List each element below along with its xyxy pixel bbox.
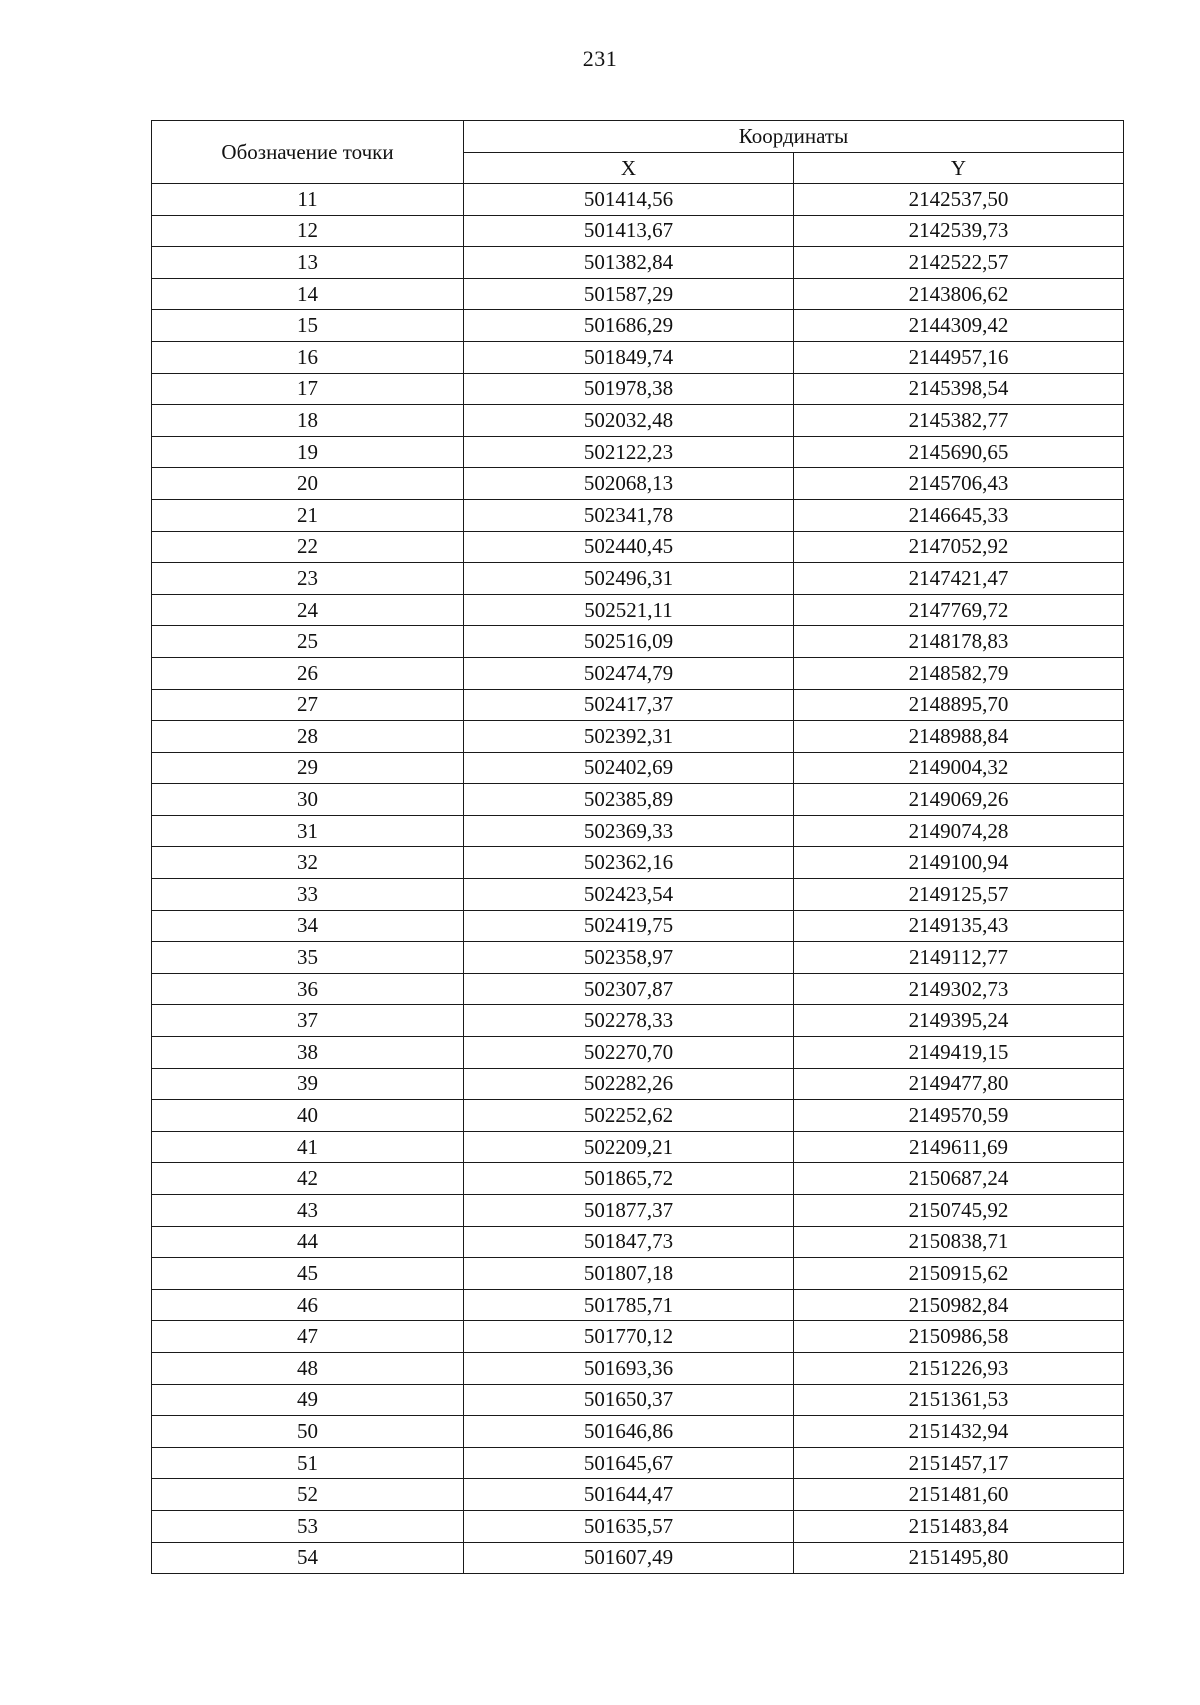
x-coordinate-cell: 501807,18 — [464, 1258, 794, 1290]
point-cell: 43 — [152, 1195, 464, 1227]
y-coordinate-cell: 2151495,80 — [794, 1542, 1124, 1574]
point-cell: 15 — [152, 310, 464, 342]
y-coordinate-cell: 2150986,58 — [794, 1321, 1124, 1353]
x-coordinate-cell: 501646,86 — [464, 1416, 794, 1448]
y-coordinate-cell: 2150982,84 — [794, 1289, 1124, 1321]
table-row — [152, 247, 1124, 279]
y-coordinate-cell: 2148582,79 — [794, 657, 1124, 689]
x-coordinate-cell: 501635,57 — [464, 1510, 794, 1542]
y-coordinate-cell: 2145398,54 — [794, 373, 1124, 405]
y-coordinate-cell: 2147769,72 — [794, 594, 1124, 626]
x-coordinate-cell: 502516,09 — [464, 626, 794, 658]
x-coordinate-cell: 501849,74 — [464, 341, 794, 373]
y-coordinate-cell: 2146645,33 — [794, 499, 1124, 531]
y-coordinate-cell: 2151481,60 — [794, 1479, 1124, 1511]
point-cell: 33 — [152, 879, 464, 911]
table-row — [152, 1163, 1124, 1195]
table-row — [152, 784, 1124, 816]
point-cell: 40 — [152, 1100, 464, 1132]
table-row — [152, 531, 1124, 563]
x-coordinate-cell: 502369,33 — [464, 815, 794, 847]
point-cell: 39 — [152, 1068, 464, 1100]
y-coordinate-cell: 2142539,73 — [794, 215, 1124, 247]
point-cell: 47 — [152, 1321, 464, 1353]
y-coordinate-cell: 2149570,59 — [794, 1100, 1124, 1132]
table-row — [152, 1258, 1124, 1290]
point-cell: 31 — [152, 815, 464, 847]
point-cell: 20 — [152, 468, 464, 500]
table-row — [152, 499, 1124, 531]
x-coordinate-cell: 502423,54 — [464, 879, 794, 911]
point-cell: 44 — [152, 1226, 464, 1258]
x-coordinate-cell: 501847,73 — [464, 1226, 794, 1258]
point-cell: 22 — [152, 531, 464, 563]
y-coordinate-cell: 2149302,73 — [794, 973, 1124, 1005]
point-cell: 46 — [152, 1289, 464, 1321]
table-row — [152, 1416, 1124, 1448]
point-cell: 34 — [152, 910, 464, 942]
y-coordinate-cell: 2145706,43 — [794, 468, 1124, 500]
point-cell: 19 — [152, 436, 464, 468]
table-row — [152, 310, 1124, 342]
y-coordinate-cell: 2149395,24 — [794, 1005, 1124, 1037]
table-row — [152, 815, 1124, 847]
table-row — [152, 1005, 1124, 1037]
y-coordinate-cell: 2143806,62 — [794, 278, 1124, 310]
point-cell: 24 — [152, 594, 464, 626]
table-row — [152, 1100, 1124, 1132]
x-coordinate-cell: 502358,97 — [464, 942, 794, 974]
header-y: Y — [794, 153, 1124, 184]
table-row — [152, 405, 1124, 437]
table-row — [152, 184, 1124, 216]
table-row — [152, 847, 1124, 879]
x-coordinate-cell: 501693,36 — [464, 1352, 794, 1384]
x-coordinate-cell: 501413,67 — [464, 215, 794, 247]
y-coordinate-cell: 2149112,77 — [794, 942, 1124, 974]
y-coordinate-cell: 2149477,80 — [794, 1068, 1124, 1100]
table-row — [152, 1195, 1124, 1227]
table-row — [152, 942, 1124, 974]
x-coordinate-cell: 502417,37 — [464, 689, 794, 721]
table-row — [152, 1447, 1124, 1479]
y-coordinate-cell: 2148895,70 — [794, 689, 1124, 721]
point-cell: 37 — [152, 1005, 464, 1037]
x-coordinate-cell: 502419,75 — [464, 910, 794, 942]
x-coordinate-cell: 501865,72 — [464, 1163, 794, 1195]
y-coordinate-cell: 2142522,57 — [794, 247, 1124, 279]
x-coordinate-cell: 501686,29 — [464, 310, 794, 342]
table-row — [152, 1131, 1124, 1163]
table-row — [152, 278, 1124, 310]
point-cell: 17 — [152, 373, 464, 405]
table-row — [152, 879, 1124, 911]
x-coordinate-cell: 501587,29 — [464, 278, 794, 310]
table-row — [152, 468, 1124, 500]
y-coordinate-cell: 2151361,53 — [794, 1384, 1124, 1416]
table-row — [152, 910, 1124, 942]
page-number: 231 — [582, 46, 618, 71]
table-row — [152, 215, 1124, 247]
point-cell: 16 — [152, 341, 464, 373]
y-coordinate-cell: 2142537,50 — [794, 184, 1124, 216]
y-coordinate-cell: 2144309,42 — [794, 310, 1124, 342]
coordinates-table — [151, 120, 1124, 1574]
header-coordinates: Координаты — [464, 121, 1124, 153]
point-cell: 12 — [152, 215, 464, 247]
point-cell: 41 — [152, 1131, 464, 1163]
point-cell: 54 — [152, 1542, 464, 1574]
point-cell: 11 — [152, 184, 464, 216]
table-row — [152, 594, 1124, 626]
x-coordinate-cell: 502032,48 — [464, 405, 794, 437]
y-coordinate-cell: 2151432,94 — [794, 1416, 1124, 1448]
point-cell: 29 — [152, 752, 464, 784]
table-row — [152, 689, 1124, 721]
point-cell: 53 — [152, 1510, 464, 1542]
header-x: X — [464, 153, 794, 184]
table-row — [152, 563, 1124, 595]
x-coordinate-cell: 502392,31 — [464, 721, 794, 753]
x-coordinate-cell: 502068,13 — [464, 468, 794, 500]
y-coordinate-cell: 2151226,93 — [794, 1352, 1124, 1384]
table-row — [152, 341, 1124, 373]
table-row — [152, 1352, 1124, 1384]
y-coordinate-cell: 2149125,57 — [794, 879, 1124, 911]
table-row — [152, 436, 1124, 468]
y-coordinate-cell: 2148988,84 — [794, 721, 1124, 753]
table-row — [152, 1289, 1124, 1321]
point-cell: 35 — [152, 942, 464, 974]
y-coordinate-cell: 2150745,92 — [794, 1195, 1124, 1227]
table-row — [152, 1226, 1124, 1258]
x-coordinate-cell: 501607,49 — [464, 1542, 794, 1574]
point-cell: 42 — [152, 1163, 464, 1195]
x-coordinate-cell: 502496,31 — [464, 563, 794, 595]
point-cell: 25 — [152, 626, 464, 658]
y-coordinate-cell: 2147421,47 — [794, 563, 1124, 595]
y-coordinate-cell: 2151483,84 — [794, 1510, 1124, 1542]
table-row — [152, 1510, 1124, 1542]
y-coordinate-cell: 2149069,26 — [794, 784, 1124, 816]
x-coordinate-cell: 502440,45 — [464, 531, 794, 563]
x-coordinate-cell: 502252,62 — [464, 1100, 794, 1132]
table-header — [152, 121, 1124, 184]
x-coordinate-cell: 502362,16 — [464, 847, 794, 879]
x-coordinate-cell: 502122,23 — [464, 436, 794, 468]
point-cell: 26 — [152, 657, 464, 689]
point-cell: 18 — [152, 405, 464, 437]
header-point-designation: Обозначение точки — [152, 121, 464, 184]
point-cell: 36 — [152, 973, 464, 1005]
table-row — [152, 626, 1124, 658]
y-coordinate-cell: 2150915,62 — [794, 1258, 1124, 1290]
x-coordinate-cell: 501414,56 — [464, 184, 794, 216]
point-cell: 38 — [152, 1037, 464, 1069]
point-cell: 32 — [152, 847, 464, 879]
y-coordinate-cell: 2149074,28 — [794, 815, 1124, 847]
table-row — [152, 973, 1124, 1005]
table-row — [152, 721, 1124, 753]
y-coordinate-cell: 2144957,16 — [794, 341, 1124, 373]
point-cell: 23 — [152, 563, 464, 595]
x-coordinate-cell: 501644,47 — [464, 1479, 794, 1511]
point-cell: 13 — [152, 247, 464, 279]
table-row — [152, 1321, 1124, 1353]
y-coordinate-cell: 2150838,71 — [794, 1226, 1124, 1258]
point-cell: 52 — [152, 1479, 464, 1511]
point-cell: 30 — [152, 784, 464, 816]
x-coordinate-cell: 502402,69 — [464, 752, 794, 784]
point-cell: 49 — [152, 1384, 464, 1416]
table-body — [152, 184, 1124, 1574]
x-coordinate-cell: 501785,71 — [464, 1289, 794, 1321]
x-coordinate-cell: 502474,79 — [464, 657, 794, 689]
x-coordinate-cell: 501650,37 — [464, 1384, 794, 1416]
table-row — [152, 752, 1124, 784]
x-coordinate-cell: 502521,11 — [464, 594, 794, 626]
x-coordinate-cell: 502385,89 — [464, 784, 794, 816]
point-cell: 45 — [152, 1258, 464, 1290]
x-coordinate-cell: 502307,87 — [464, 973, 794, 1005]
y-coordinate-cell: 2149100,94 — [794, 847, 1124, 879]
y-coordinate-cell: 2150687,24 — [794, 1163, 1124, 1195]
x-coordinate-cell: 502278,33 — [464, 1005, 794, 1037]
point-cell: 27 — [152, 689, 464, 721]
table-row — [152, 1384, 1124, 1416]
table-row — [152, 1037, 1124, 1069]
table-row — [152, 1542, 1124, 1574]
x-coordinate-cell: 502282,26 — [464, 1068, 794, 1100]
x-coordinate-cell: 502270,70 — [464, 1037, 794, 1069]
table-row — [152, 1479, 1124, 1511]
x-coordinate-cell: 501770,12 — [464, 1321, 794, 1353]
point-cell: 51 — [152, 1447, 464, 1479]
y-coordinate-cell: 2149004,32 — [794, 752, 1124, 784]
x-coordinate-cell: 502209,21 — [464, 1131, 794, 1163]
x-coordinate-cell: 501877,37 — [464, 1195, 794, 1227]
y-coordinate-cell: 2149611,69 — [794, 1131, 1124, 1163]
y-coordinate-cell: 2145382,77 — [794, 405, 1124, 437]
x-coordinate-cell: 501645,67 — [464, 1447, 794, 1479]
x-coordinate-cell: 502341,78 — [464, 499, 794, 531]
point-cell: 28 — [152, 721, 464, 753]
point-cell: 21 — [152, 499, 464, 531]
table-row — [152, 1068, 1124, 1100]
x-coordinate-cell: 501978,38 — [464, 373, 794, 405]
y-coordinate-cell: 2151457,17 — [794, 1447, 1124, 1479]
point-cell: 48 — [152, 1352, 464, 1384]
y-coordinate-cell: 2148178,83 — [794, 626, 1124, 658]
y-coordinate-cell: 2147052,92 — [794, 531, 1124, 563]
x-coordinate-cell: 501382,84 — [464, 247, 794, 279]
point-cell: 14 — [152, 278, 464, 310]
point-cell: 50 — [152, 1416, 464, 1448]
table-row — [152, 657, 1124, 689]
y-coordinate-cell: 2149419,15 — [794, 1037, 1124, 1069]
y-coordinate-cell: 2145690,65 — [794, 436, 1124, 468]
table-row — [152, 373, 1124, 405]
y-coordinate-cell: 2149135,43 — [794, 910, 1124, 942]
